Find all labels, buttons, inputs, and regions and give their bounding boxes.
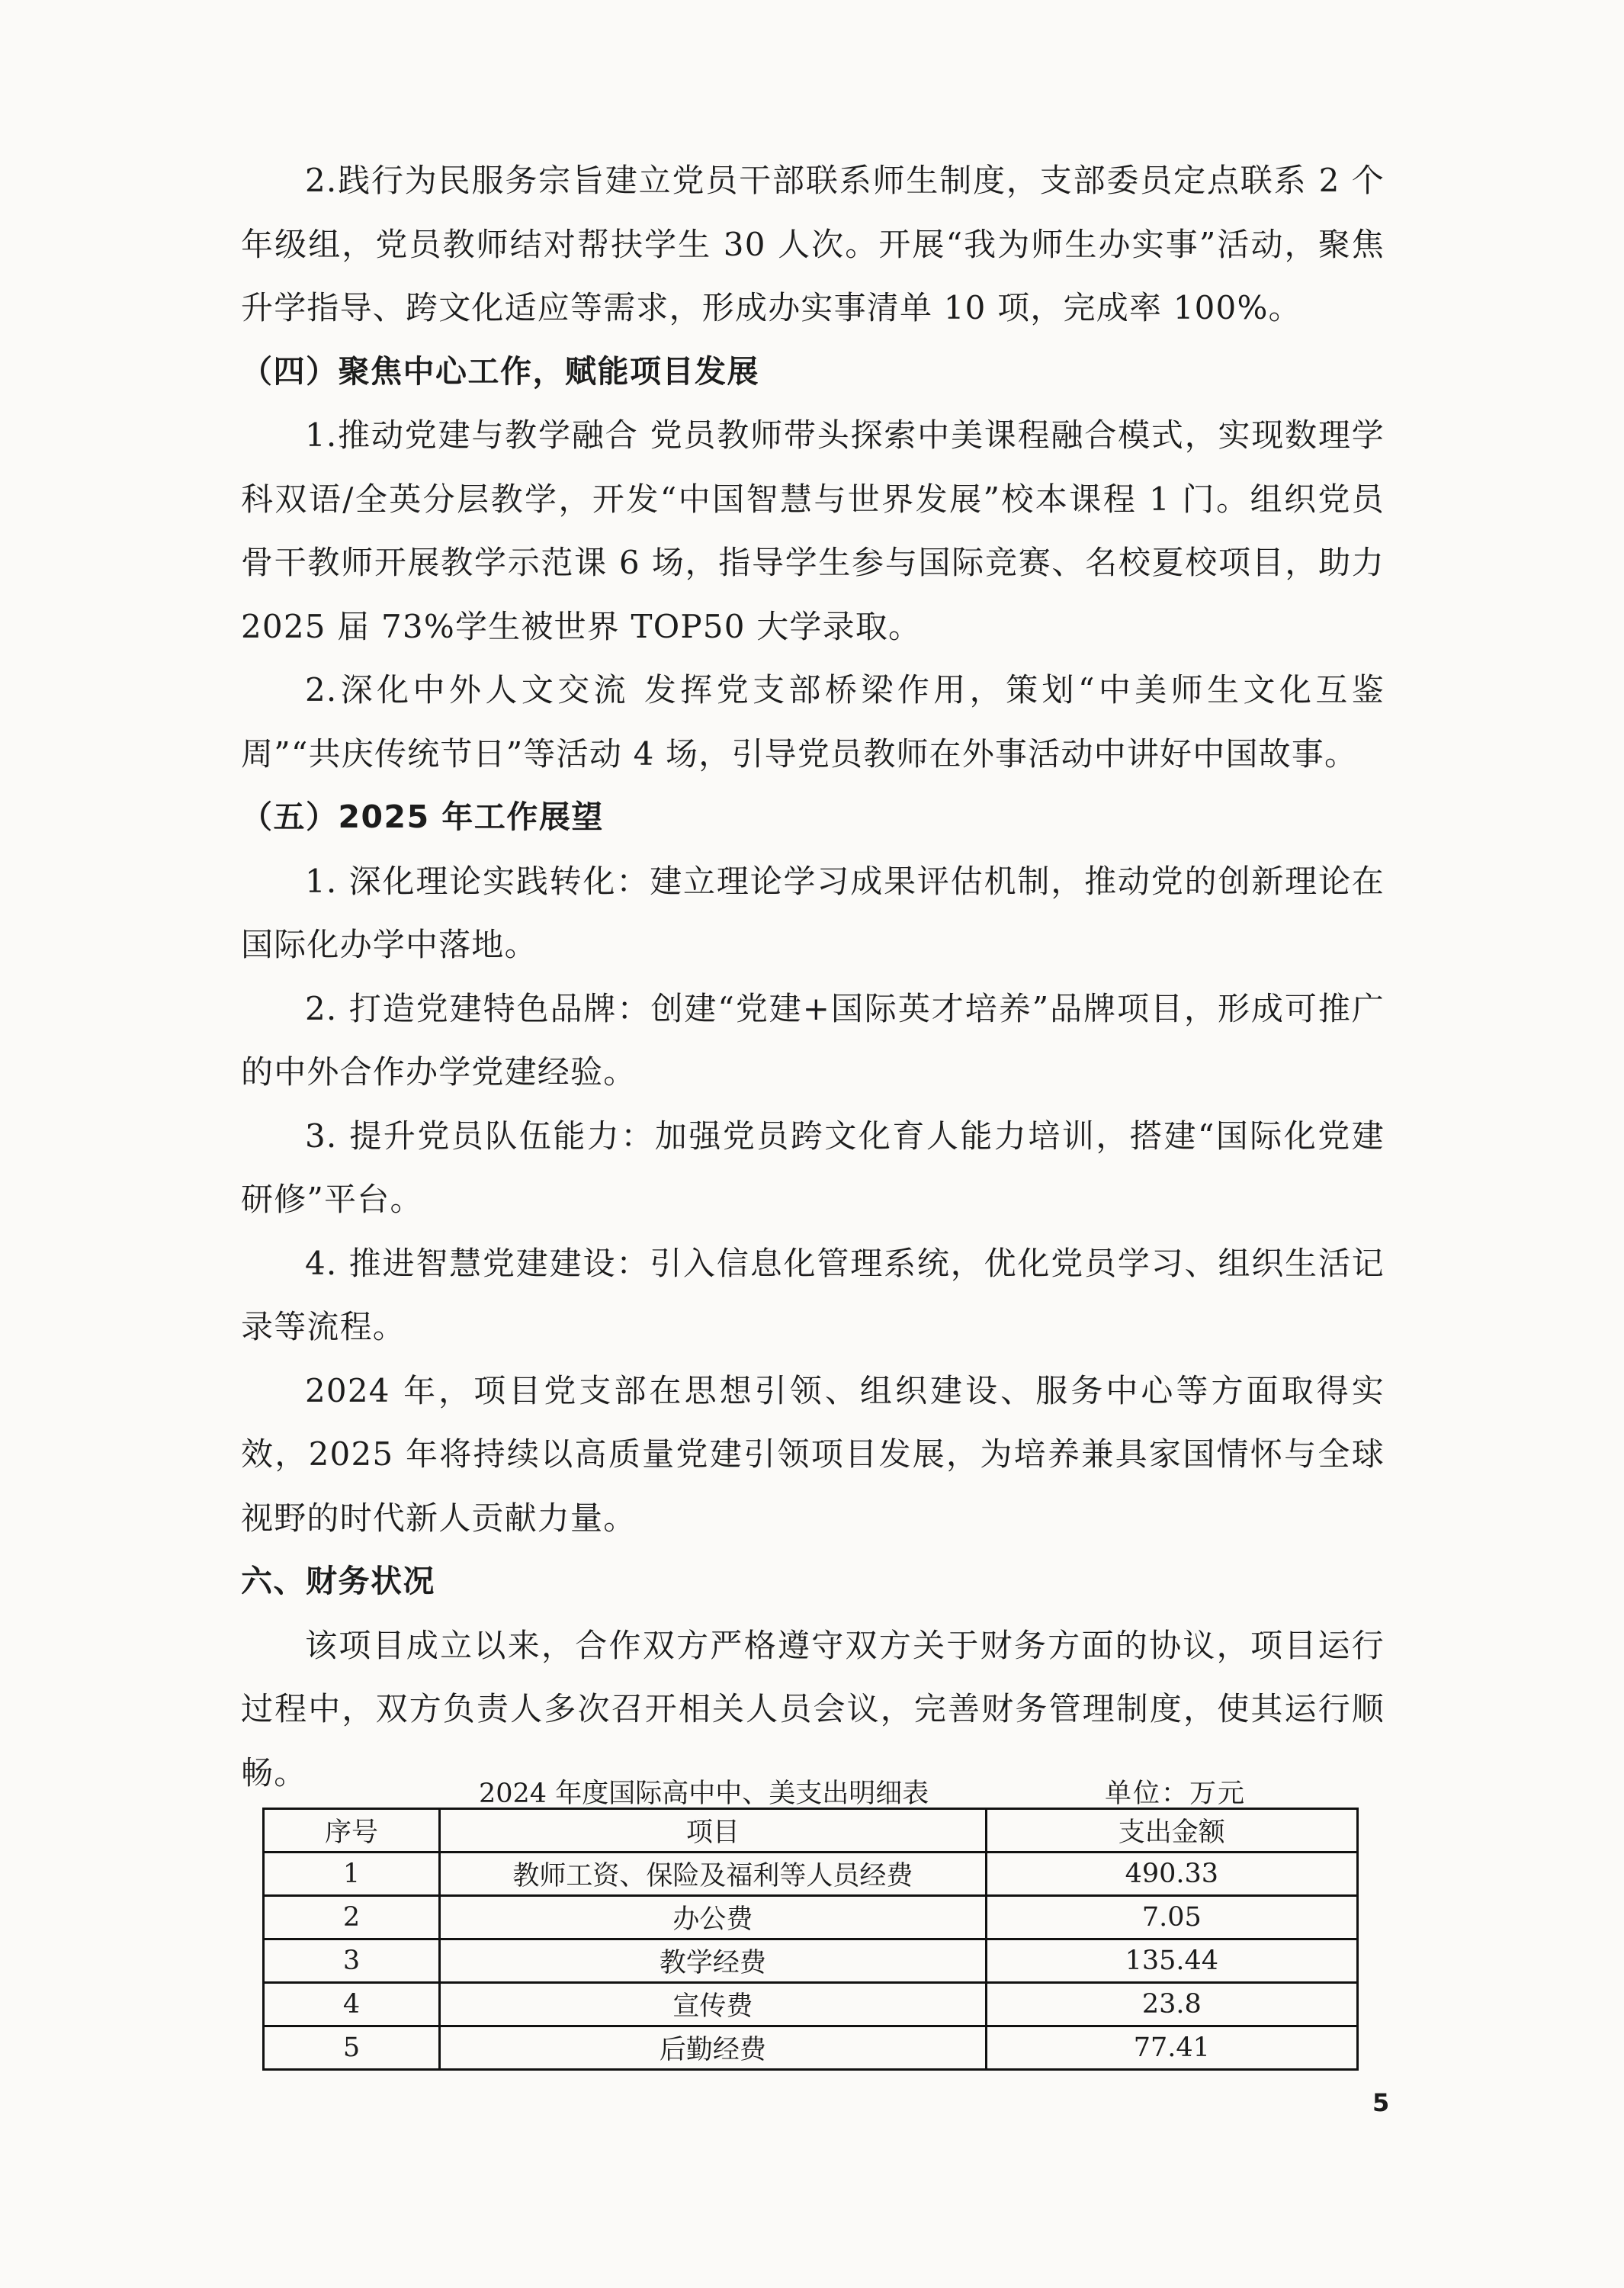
row-item: 办公费 <box>440 1896 987 1939</box>
table-unit: 单位：万元 <box>1105 1779 1247 1809</box>
section-heading-5: （五）2025 年工作展望 <box>241 799 604 835</box>
table-caption <box>262 1768 1360 1808</box>
header-amount: 支出金额 <box>986 1809 1357 1853</box>
row-index: 1 <box>264 1853 440 1896</box>
paragraph-outlook-4: 4. 推进智慧党建建设：引入信息化管理系统，优化党员学习、组织生活记录等流程。 <box>241 1244 1385 1345</box>
paragraph-finance: 该项目成立以来，合作双方严格遵守双方关于财务方面的协议，项目运行过程中，双方负责人多次召开相关人员会议，完善财务管理制度，使其运行顺畅。 <box>241 1626 1385 1792</box>
paragraph-service: 2.践行为民服务宗旨建立党员干部联系师生制度，支部委员定点联系 2 个年级组，党员教师结对帮扶学生 30 人次。开展“我为师生办实事”活动，聚焦升学指导、跨文化适应等需求，形成办实事清单 10 项，完成率 100%。 <box>241 162 1385 326</box>
paragraph-teaching-integration: 1.推动党建与教学融合 党员教师带头探索中美课程融合模式，实现数理学科双语/全英分层教学，开发“中国智慧与世界发展”校本课程 1 门。组织党员骨干教师开展教学示范课 6 场，指导学生参与国际竞赛、名校夏校项目，助力 2025 届 73%学生被世界 TOP50 大学录取。 <box>241 416 1385 645</box>
header-index: 序号 <box>264 1809 440 1853</box>
paragraph-outlook-2: 2. 打造党建特色品牌：创建“党建+国际英才培养”品牌项目，形成可推广的中外合作办学党建经验。 <box>241 989 1385 1091</box>
expense-table-block <box>262 1768 1360 2071</box>
table-row <box>264 1983 1358 2026</box>
section-heading-finance: 六、财务状况 <box>241 1563 435 1599</box>
table-title: 2024 年度国际高中中、美支出明细表 <box>479 1779 929 1809</box>
table-row <box>264 2026 1358 2070</box>
section-heading-4: （四）聚焦中心工作，赋能项目发展 <box>241 352 759 390</box>
row-amount: 135.44 <box>986 1939 1357 1983</box>
row-amount: 23.8 <box>986 1983 1357 2026</box>
table-row <box>264 1939 1358 1983</box>
header-item: 项目 <box>440 1809 987 1853</box>
row-index: 3 <box>264 1939 440 1983</box>
paragraph-outlook-1: 1. 深化理论实践转化：建立理论学习成果评估机制，推动党的创新理论在国际化办学中落地。 <box>241 862 1385 963</box>
row-item: 后勤经费 <box>440 2026 987 2070</box>
paragraph-summary: 2024 年，项目党支部在思想引领、组织建设、服务中心等方面取得实效，2025 年将持续以高质量党建引领项目发展，为培养兼具家国情怀与全球视野的时代新人贡献力量。 <box>241 1371 1385 1537</box>
table-header-row <box>264 1809 1358 1853</box>
row-item: 宣传费 <box>440 1983 987 2026</box>
page-number: 5 <box>1372 2088 1390 2117</box>
row-amount: 490.33 <box>986 1853 1357 1896</box>
row-amount: 77.41 <box>986 2026 1357 2070</box>
row-index: 5 <box>264 2026 440 2070</box>
row-index: 4 <box>264 1983 440 2026</box>
row-item: 教学经费 <box>440 1939 987 1983</box>
paragraph-cultural-exchange: 2.深化中外人文交流 发挥党支部桥梁作用，策划“中美师生文化互鉴周”“共庆传统节日”等活动 4 场，引导党员教师在外事活动中讲好中国故事。 <box>241 671 1385 773</box>
body-text <box>241 149 1385 1804</box>
table-row <box>264 1853 1358 1896</box>
row-amount: 7.05 <box>986 1896 1357 1939</box>
row-item: 教师工资、保险及福利等人员经费 <box>440 1853 987 1896</box>
table-row <box>264 1896 1358 1939</box>
expense-table <box>262 1808 1359 2071</box>
row-index: 2 <box>264 1896 440 1939</box>
paragraph-outlook-3: 3. 提升党员队伍能力：加强党员跨文化育人能力培训，搭建“国际化党建研修”平台。 <box>241 1117 1385 1218</box>
